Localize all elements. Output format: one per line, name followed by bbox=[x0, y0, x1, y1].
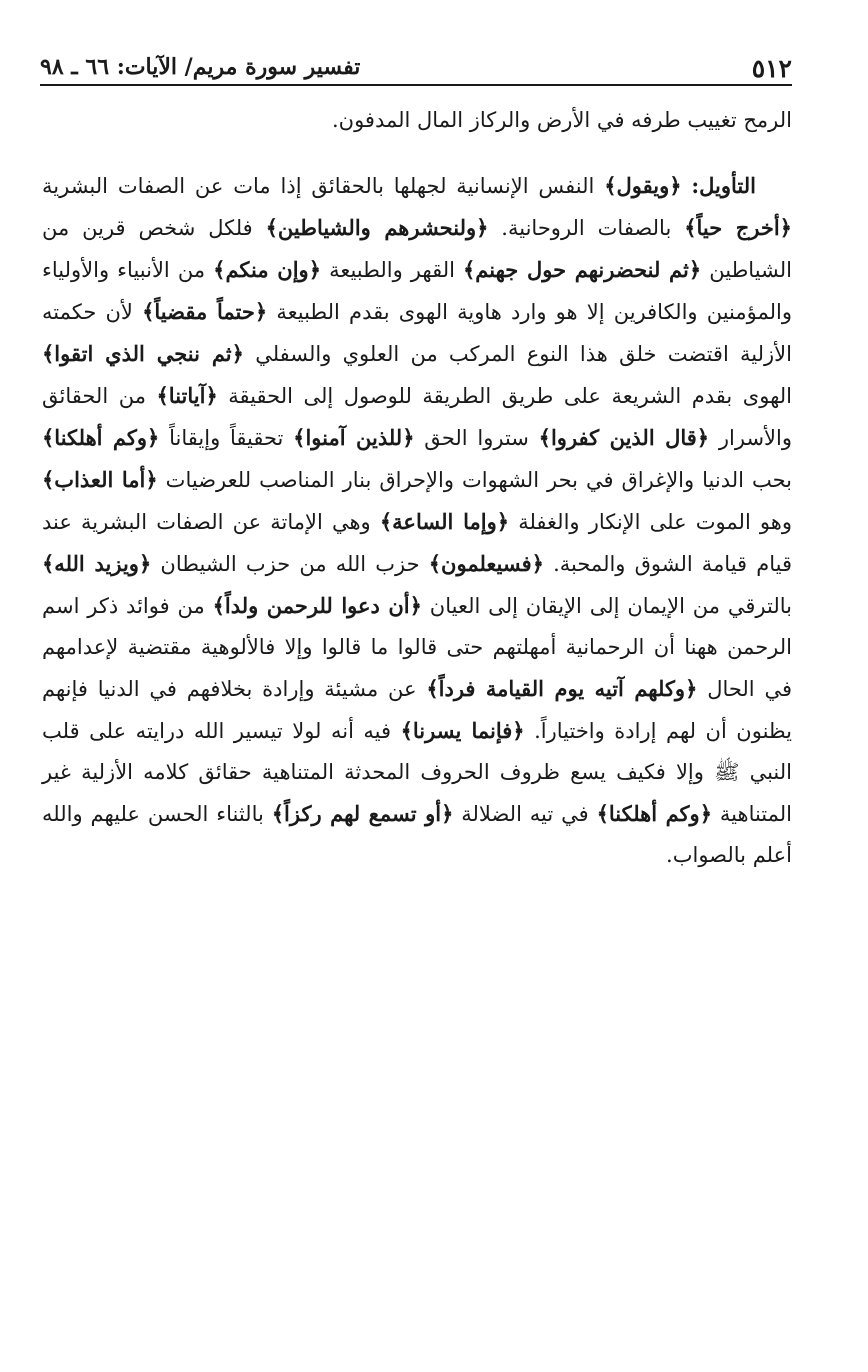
commentary-text: بالثناء الحسن عليهم والله أعلم بالصواب. bbox=[42, 802, 792, 867]
quran-verse-quote: ﴿وإن منكم﴾ bbox=[213, 257, 322, 282]
quran-verse-quote: ﴿وكم أهلكنا﴾ bbox=[596, 801, 713, 826]
quran-verse-quote: ﴿حتماً مقضياً﴾ bbox=[142, 299, 268, 324]
quran-verse-quote: ﴿أما العذاب﴾ bbox=[42, 467, 158, 492]
commentary-text: ستروا الحق bbox=[414, 426, 539, 450]
quran-verse-quote: ﴿وكلهم آتيه يوم القيامة فرداً﴾ bbox=[426, 676, 698, 701]
page-number: ٥١٢ bbox=[751, 54, 792, 83]
section-term: التأويل: bbox=[691, 173, 756, 198]
quran-verse-quote: ﴿وكم أهلكنا﴾ bbox=[42, 425, 160, 450]
quran-verse-quote: ﴿ولنحشرهم والشياطين﴾ bbox=[265, 215, 489, 240]
quran-verse-quote: ﴿فسيعلمون﴾ bbox=[428, 551, 544, 576]
commentary-text: بحب الدنيا والإغراق في بحر الشهوات والإحراق بنار المناصب للعرضيات bbox=[157, 468, 792, 492]
quran-verse-quote: ﴿للذين آمنوا﴾ bbox=[293, 425, 415, 450]
quran-verse-quote: ﴿وإما الساعة﴾ bbox=[379, 509, 510, 534]
quran-verse-quote: ﴿فإنما يسرنا﴾ bbox=[400, 718, 525, 743]
running-title: تفسير سورة مريم/ الآيات: ٦٦ ـ ٩٨ bbox=[40, 54, 361, 80]
commentary-text: عن مشيئة وإرادة بخلافهم في الدنيا فإنهم يظنون أن لهم إرادة واختياراً. bbox=[42, 677, 792, 743]
commentary-text: وهو الموت على الإنكار والغفلة bbox=[509, 510, 792, 534]
quran-verse-quote: ﴿أخرج حياً﴾ bbox=[684, 215, 792, 240]
commentary-text: النفس الإنسانية لجهلها بالحقائق إذا مات عن الصفات البشرية bbox=[42, 174, 605, 198]
quran-verse-quote: ﴿أو تسمع لهم ركزاً﴾ bbox=[271, 801, 454, 826]
quran-verse-quote: ﴿ثم ننجي الذي اتقوا﴾ bbox=[42, 341, 244, 366]
paragraph-tawil bbox=[42, 165, 792, 876]
commentary-text: في تيه الضلالة bbox=[453, 802, 597, 826]
page-header bbox=[40, 44, 792, 84]
commentary-text: القهر والطبيعة bbox=[321, 258, 463, 282]
commentary-text: من الأنبياء والأولياء والمؤمنين والكافرين إلا هو وارد هاوية الهوى بقدم الطبيعة bbox=[42, 258, 792, 324]
header-rule bbox=[40, 84, 792, 86]
commentary-text: بالترقي من الإيمان إلى الإيقان إلى العيان bbox=[421, 594, 792, 618]
paragraph-continuation: الرمح تغييب طرفه في الأرض والركاز المال المدفون. bbox=[331, 108, 792, 132]
commentary-text bbox=[682, 174, 692, 198]
commentary-text: من الحقائق والأسرار bbox=[42, 384, 792, 450]
commentary-body bbox=[42, 100, 792, 876]
commentary-text: وهي الإماتة عن الصفات البشرية عند قيام قيامة الشوق والمحبة. bbox=[42, 510, 792, 576]
commentary-text: تحقيقاً وإيقاناً bbox=[159, 426, 294, 450]
commentary-text: فيه أنه لولا تيسير الله درايته على قلب النبي ﷺ وإلا فكيف يسع ظروف الحروف المحدثة المتناهية حقائق كلامه الأزلية غير المتناهية bbox=[42, 719, 793, 826]
commentary-text: لأن حكمته الأزلية اقتضت خلق هذا النوع المركب من العلوي والسفلي bbox=[42, 300, 792, 366]
quran-verse-quote: ﴿ثم لنحضرنهم حول جهنم﴾ bbox=[463, 257, 702, 282]
commentary-text: حزب الله من حزب الشيطان bbox=[151, 552, 429, 576]
commentary-text: فلكل شخص قرين من الشياطين bbox=[42, 216, 792, 282]
quran-verse-quote: ﴿أن دعوا للرحمن ولداً﴾ bbox=[212, 593, 422, 618]
commentary-text: الهوى بقدم الشريعة على طريق الطريقة للوصول إلى الحقيقة bbox=[217, 384, 792, 408]
quran-verse-quote: ﴿ويزيد الله﴾ bbox=[42, 551, 152, 576]
quran-verse-quote: ﴿آياتنا﴾ bbox=[156, 383, 218, 408]
commentary-text: بالصفات الروحانية. bbox=[488, 216, 685, 240]
commentary-text: من فوائد ذكر اسم الرحمن ههنا أن الرحمانية أمهلتهم حتى قالوا ما قالوا وإلا فالألوهية مقتضية لإعدامهم في الحال bbox=[42, 594, 792, 701]
quran-verse-quote: ﴿قال الذين كفروا﴾ bbox=[538, 425, 710, 450]
quran-verse-quote: ﴿ويقول﴾ bbox=[604, 173, 682, 198]
